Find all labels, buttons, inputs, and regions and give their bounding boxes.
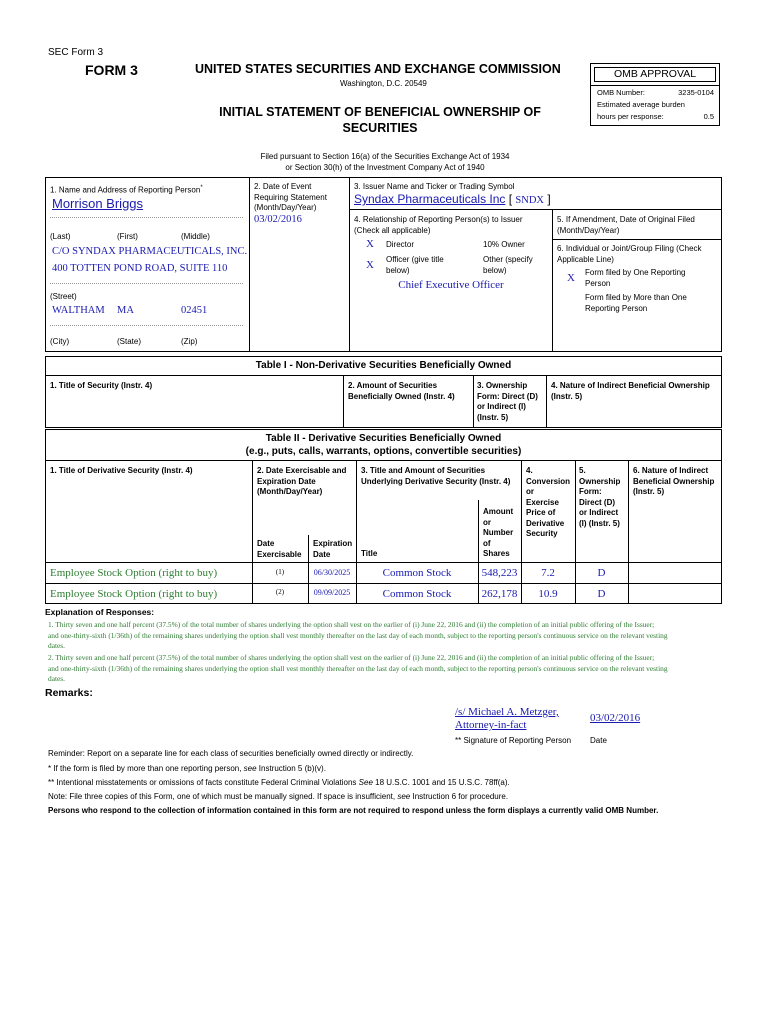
signature-date[interactable]: 03/02/2016 — [590, 712, 641, 724]
issuer-label: 3. Issuer Name and Ticker or Trading Symbol — [354, 182, 515, 191]
statement-title: INITIAL STATEMENT OF BENEFICIAL OWNERSHIP OF SECURITIES — [219, 105, 541, 135]
underlying-title: Common Stock — [382, 588, 452, 600]
table2-sub-expiration: Expiration Date — [313, 539, 353, 559]
commission-city: Washington, D.C. 20549 — [340, 79, 427, 88]
address-line2: 400 TOTTEN POND ROAD, SUITE 110 — [52, 263, 228, 274]
file-copies-note: Note: File three copies of this Form, one of which must be manually signed. If space is insufficient, see Instruction 6 for procedure. — [48, 792, 509, 801]
criminal-violations-note: ** Intentional misstatements or omissions of facts constitute Federal Criminal Violations See 18 U.S.C. 1001 and 15 U.S.C. 78ff(a). — [48, 778, 510, 787]
issuer-name[interactable]: Syndax Pharmaceuticals Inc — [354, 192, 506, 206]
table2-sub-title: Title — [361, 549, 378, 558]
city-value: WALTHAM — [52, 305, 105, 316]
officer-label: Officer (give title below) — [386, 255, 444, 275]
footnote-ref: (1) — [275, 568, 285, 576]
burden-label: Estimated average burden — [597, 100, 685, 109]
filed-pursuant: Filed pursuant to Section 16(a) of the Securities Exchange Act of 1934 or Section 30(h) of the Investment Company Act of 1940 — [260, 152, 510, 172]
amendment-label: 5. If Amendment, Date of Original Filed (Month/Day/Year) — [557, 215, 695, 235]
omb-approval-box — [590, 63, 720, 126]
table1-col3: 3. Ownership Form: Direct (D) or Indirect (I) (Instr. 5) — [477, 381, 538, 422]
table1-col2: 2. Amount of Securities Beneficially Owned (Instr. 4) — [348, 381, 455, 401]
relationship-label: 4. Relationship of Reporting Person(s) to Issuer (Check all applicable) — [354, 215, 523, 235]
zip-label: (Zip) — [181, 337, 198, 346]
address-line1: C/O SYNDAX PHARMACEUTICALS, INC. — [52, 246, 248, 257]
explanation-note-2: 2. Thirty seven and one half percent (37.5%) of the total number of shares underlying the option shall vest on the earlier of (i) June 22, 2016 and (ii) the completion of an initial public offering of the Issuer; and one-thirty-sixth (1/36th) of the remaining shares underlying the option shall vest monthly thereafter on the last day of each month, subject to the reporting person's continuous service on the relevant vesting dates. — [48, 653, 668, 683]
state-label: (State) — [117, 337, 142, 346]
underlying-shares: 262,178 — [481, 588, 518, 600]
commission-title: UNITED STATES SECURITIES AND EXCHANGE COMMISSION — [195, 62, 561, 76]
omb-approval-title: OMB APPROVAL — [594, 67, 716, 82]
omb-number-label: OMB Number: — [597, 88, 645, 97]
one-person-mark[interactable]: X — [567, 272, 575, 284]
first-label: (First) — [117, 232, 138, 241]
expiration-date: 09/09/2025 — [313, 588, 351, 597]
underlying-shares: 548,223 — [481, 567, 518, 579]
table2-col5: 5. Ownership Form: Direct (D) or Indirect (I) (Instr. 5) — [579, 466, 621, 528]
one-person-label: Form filed by One Reporting Person — [585, 268, 686, 288]
last-label: (Last) — [50, 232, 71, 241]
table2-sub-amount: Amount or Number of Shares — [483, 507, 514, 558]
director-label: Director — [386, 240, 415, 249]
state-value: MA — [117, 305, 134, 316]
issuer-name-row: Syndax Pharmaceuticals Inc [ SNDX ] — [354, 192, 551, 206]
table-row: Employee Stock Option (right to buy) — [50, 567, 218, 579]
table-row: Employee Stock Option (right to buy) — [50, 588, 218, 600]
signature-label: ** Signature of Reporting Person — [455, 736, 572, 745]
table2-col3: 3. Title and Amount of Securities Underlying Derivative Security (Instr. 4) — [361, 466, 511, 486]
remarks-label: Remarks: — [45, 687, 93, 699]
ownership-form: D — [597, 588, 606, 600]
table1-col4: 4. Nature of Indirect Beneficial Ownership (Instr. 5) — [551, 381, 710, 401]
director-mark[interactable]: X — [366, 238, 374, 250]
table2-title: Table II - Derivative Securities Beneficially Owned (e.g., puts, calls, warrants, options, convertible securities) — [245, 433, 522, 457]
multiple-persons-note: * If the form is filed by more than one reporting person, see Instruction 5 (b)(v). — [48, 764, 326, 773]
date-label: Date — [590, 736, 607, 745]
ownership-form: D — [597, 567, 606, 579]
middle-label: (Middle) — [181, 232, 210, 241]
expiration-date: 06/30/2025 — [313, 568, 351, 577]
reporting-person-label: 1. Name and Address of Reporting Person* — [50, 185, 203, 195]
more-persons-label: Form filed by More than One Reporting Person — [585, 293, 687, 313]
city-label: (City) — [50, 337, 70, 346]
reporting-person-name[interactable]: Morrison Briggs — [52, 196, 144, 211]
table1-col1: 1. Title of Security (Instr. 4) — [50, 381, 153, 390]
zip-value: 02451 — [181, 305, 208, 316]
officer-mark[interactable]: X — [366, 259, 374, 271]
footnote-ref: (2) — [275, 588, 285, 596]
table1-title: Table I - Non-Derivative Securities Beneficially Owned — [255, 360, 512, 371]
group-filing-label: 6. Individual or Joint/Group Filing (Check Applicable Line) — [557, 244, 702, 264]
omb-notice: Persons who respond to the collection of information contained in this form are not required to respond unless the form displays a currently valid OMB Number. — [48, 806, 659, 815]
exercise-price: 10.9 — [538, 588, 558, 600]
explanation-note-1: 1. Thirty seven and one half percent (37.5%) of the total number of shares underlying the option shall vest on the earlier of (i) June 22, 2016 and (ii) the completion of an initial public offering of the Issuer; and one-thirty-sixth (1/36th) of the remaining shares underlying the option shall vest monthly thereafter on the last day of each month, subject to the reporting person's continuous service on the relevant vesting dates. — [48, 620, 668, 650]
table2-col2: 2. Date Exercisable and Expiration Date (Month/Day/Year) — [257, 466, 347, 496]
form-number: FORM 3 — [85, 62, 138, 78]
sec-form-label: SEC Form 3 — [48, 47, 104, 58]
other-label: Other (specify below) — [483, 255, 533, 275]
officer-title: Chief Executive Officer — [398, 279, 504, 291]
omb-number-value: 3235-0104 — [678, 88, 714, 97]
hours-label: hours per response: — [597, 112, 664, 121]
event-date-value: 03/02/2016 — [254, 214, 302, 225]
underlying-title: Common Stock — [382, 567, 452, 579]
table2-col1: 1. Title of Derivative Security (Instr. 4) — [50, 466, 193, 475]
ten-percent-owner-label: 10% Owner — [483, 240, 525, 249]
issuer-ticker: SNDX — [515, 195, 545, 206]
table2-col4: 4. Conversion or Exercise Price of Derivative Security — [526, 466, 571, 538]
signature-name[interactable]: /s/ Michael A. Metzger, Attorney-in-fact — [455, 706, 559, 731]
street-label: (Street) — [50, 292, 77, 301]
explanation-label: Explanation of Responses: — [45, 607, 155, 617]
table2-sub-date-exercisable: Date Exercisable — [257, 539, 302, 559]
event-date-label: 2. Date of Event Requiring Statement (Month/Day/Year) — [254, 182, 327, 212]
reminder-note: Reminder: Report on a separate line for each class of securities beneficially owned directly or indirectly. — [48, 749, 414, 758]
exercise-price: 7.2 — [541, 567, 555, 579]
table2-col6: 6. Nature of Indirect Beneficial Ownership (Instr. 5) — [633, 466, 715, 496]
hours-value: 0.5 — [703, 112, 714, 121]
